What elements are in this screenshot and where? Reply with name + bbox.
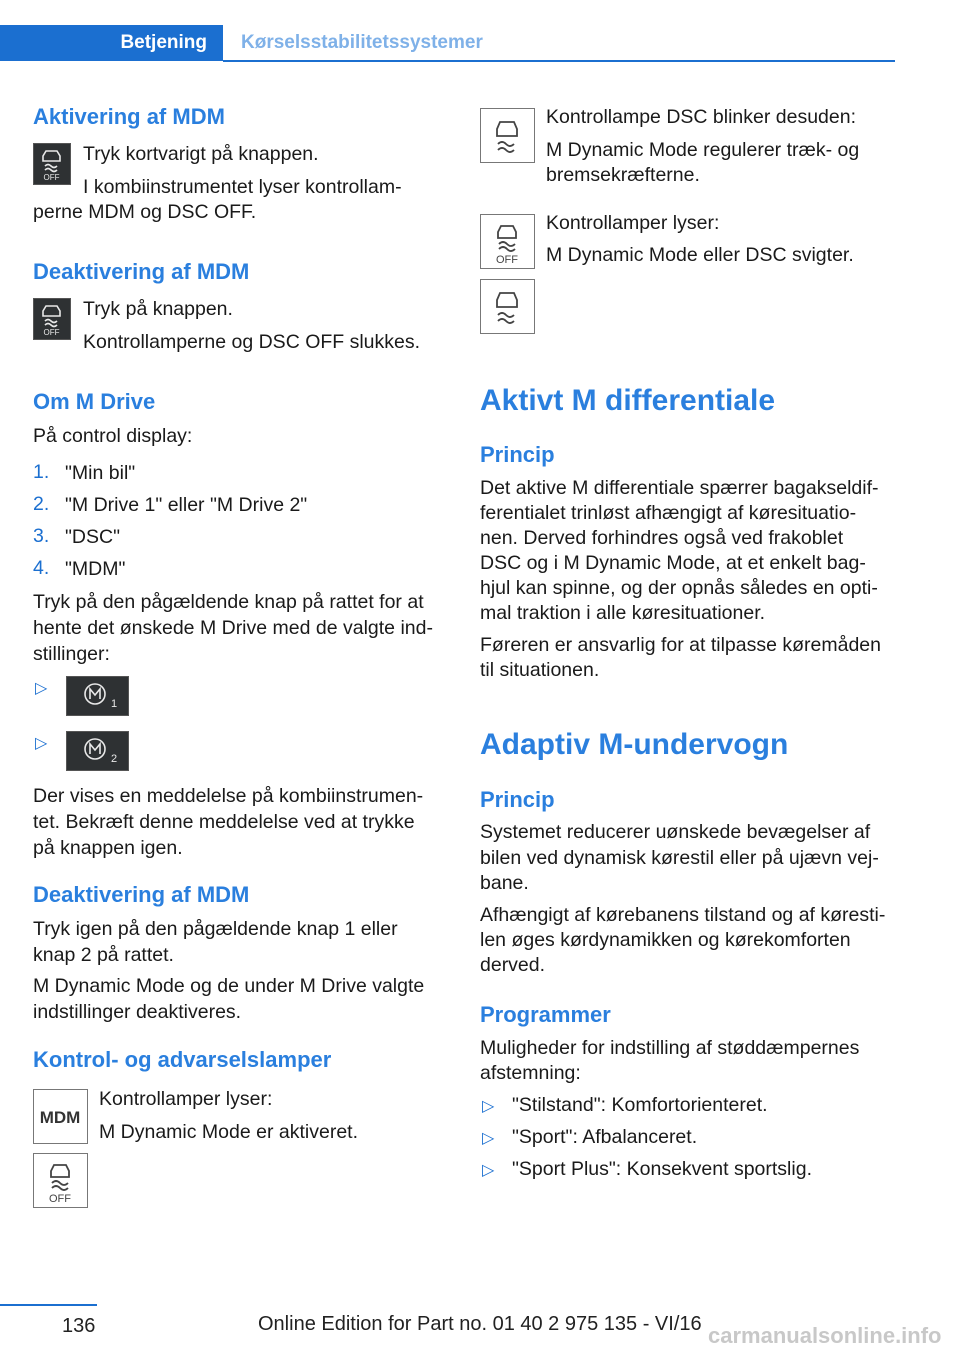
- deactivation2-heading: Deaktivering af MDM: [33, 882, 250, 907]
- adaptive-heading: Adaptiv M-undervogn: [480, 728, 789, 761]
- press-line1: Tryk på den pågældende knap på rattet for at: [33, 591, 424, 613]
- step-text: "M Drive 1" eller "M Drive 2": [65, 494, 308, 516]
- dsc-lamp-icon: [480, 279, 535, 334]
- step-text: "DSC": [65, 526, 121, 548]
- m2-button-icon: [66, 731, 129, 771]
- programs-heading: Programmer: [480, 1002, 611, 1027]
- diff-line: mal traktion i alle køresituationer.: [480, 602, 766, 624]
- programs-line2: afstemning:: [480, 1062, 581, 1084]
- m1-label: 1: [111, 698, 118, 710]
- header-section-tab[interactable]: [0, 25, 223, 61]
- activation-desc-line1: I kombiinstrumentet lyser kontrollam‐: [83, 176, 402, 198]
- step-text: "MDM": [65, 558, 126, 580]
- fail-line2: M Dynamic Mode eller DSC svigter.: [546, 244, 854, 266]
- bullet-icon: ▷: [35, 735, 48, 752]
- mdm-icon-text: MDM: [39, 1108, 81, 1127]
- deactivation-desc: Kontrollamperne og DSC OFF slukkes.: [83, 331, 421, 353]
- diff-line: Det aktive M differentiale spærrer bagakseldif‐: [480, 477, 879, 499]
- watermark: carmanualsonline.info: [708, 1323, 942, 1348]
- dsc-line2: M Dynamic Mode regulerer træk- og: [546, 139, 860, 161]
- mdrive-intro: På control display:: [33, 425, 193, 447]
- dsc-off-lamp-icon: [480, 214, 535, 269]
- page-number-rule: [0, 1304, 97, 1306]
- bullet-icon: ▷: [482, 1162, 495, 1179]
- mdrive-heading: Om M Drive: [33, 389, 156, 414]
- off-text: OFF: [496, 254, 518, 266]
- diff-line: DSC og i M Dynamic Mode, at et enkelt bag‐: [480, 552, 866, 574]
- program-item: "Sport": Afbalanceret.: [512, 1126, 698, 1148]
- adaptive-subheading: Princip: [480, 787, 555, 812]
- step-number: 2.: [33, 493, 50, 515]
- lamps-heading: Kontrol- og advarselslamper: [33, 1047, 332, 1072]
- header-rule: [223, 60, 895, 62]
- activation-desc-line2: perne MDM og DSC OFF.: [33, 201, 257, 223]
- activation-step: Tryk kortvarigt på knappen.: [83, 143, 319, 165]
- programs-line1: Muligheder for indstilling af støddæmpernes: [480, 1037, 860, 1059]
- adaptive-line2: bilen ved dynamisk kørestil eller på ujævn vej‐: [480, 847, 879, 869]
- bullet-icon: ▷: [35, 680, 48, 697]
- deactivation2-line4: indstillinger deaktiveres.: [33, 1001, 242, 1023]
- diff-line: hjul kan spinne, og der opnås således en opti‐: [480, 577, 878, 599]
- diff-note-line1: Føreren er ansvarlig for at tilpasse køremåden: [480, 634, 881, 656]
- step-number: 1.: [33, 461, 50, 483]
- off-text: OFF: [49, 1193, 71, 1205]
- step-number: 4.: [33, 557, 50, 579]
- activation-heading: Aktivering af MDM: [33, 104, 225, 129]
- edition-note: Online Edition for Part no. 01 40 2 975 135 - VI/16: [258, 1313, 702, 1335]
- diff-subheading: Princip: [480, 442, 555, 467]
- mdm-button-icon: [33, 143, 71, 185]
- deactivation-step: Tryk på knappen.: [83, 298, 233, 320]
- diff-line: nen. Derved forhindres også ved frakoblet: [480, 527, 844, 549]
- diff-note-line2: til situationen.: [480, 659, 600, 681]
- fail-line1: Kontrollamper lyser:: [546, 212, 720, 234]
- deactivation-heading: Deaktivering af MDM: [33, 259, 250, 284]
- dsc-line3: bremsekræfterne.: [546, 164, 700, 186]
- off-text: OFF: [43, 173, 60, 182]
- message-line3: på knappen igen.: [33, 837, 183, 859]
- m1-button-icon: [66, 676, 129, 716]
- header-chapter-label: Kørselsstabilitetssystemer: [241, 32, 483, 53]
- adaptive-line1: Systemet reducerer uønskede bevægelser af: [480, 821, 871, 843]
- bullet-icon: ▷: [482, 1130, 495, 1147]
- diff-heading: Aktivt M differentiale: [480, 384, 776, 417]
- off-text: OFF: [43, 328, 60, 337]
- message-line1: Der vises en meddelelse på kombiinstrumen‐: [33, 785, 424, 807]
- mdm-button-icon: [33, 298, 71, 340]
- program-item: "Stilstand": Komfortorienteret.: [512, 1094, 768, 1116]
- page-number: 136: [62, 1315, 96, 1337]
- adaptive-line3: bane.: [480, 872, 529, 894]
- adaptive-line5: len øges kørdynamikken og kørekomforten: [480, 929, 851, 951]
- adaptive-line4: Afhængigt af kørebanens tilstand og af køresti‐: [480, 904, 886, 926]
- message-line2: tet. Bekræft denne meddelelse ved at trykke: [33, 811, 415, 833]
- press-line3: stillinger:: [33, 643, 110, 665]
- step-text: "Min bil": [65, 462, 136, 484]
- dsc-off-lamp-icon: [33, 1153, 88, 1208]
- adaptive-line6: derved.: [480, 954, 546, 976]
- deactivation2-line2: knap 2 på rattet.: [33, 944, 174, 966]
- diff-line: ferentialet trinløst afhængigt af køresituatio‐: [480, 502, 857, 524]
- dsc-lamp-icon: [480, 108, 535, 163]
- deactivation2-line3: M Dynamic Mode og de under M Drive valgte: [33, 975, 425, 997]
- header-chapter-tab[interactable]: [223, 25, 895, 61]
- dsc-line1: Kontrollampe DSC blinker desuden:: [546, 106, 857, 128]
- header-section-label: Betjening: [120, 32, 207, 53]
- press-line2: hente det ønskede M Drive med de valgte ind‐: [33, 617, 433, 639]
- m2-label: 2: [111, 753, 118, 765]
- bullet-icon: ▷: [482, 1098, 495, 1115]
- deactivation2-line1: Tryk igen på den pågældende knap 1 eller: [33, 918, 398, 940]
- mdm-lamp-icon: [33, 1089, 88, 1144]
- program-item: "Sport Plus": Konsekvent sportslig.: [512, 1158, 812, 1180]
- lamps-line2: M Dynamic Mode er aktiveret.: [99, 1121, 358, 1143]
- step-number: 3.: [33, 525, 50, 547]
- lamps-line1: Kontrollamper lyser:: [99, 1088, 273, 1110]
